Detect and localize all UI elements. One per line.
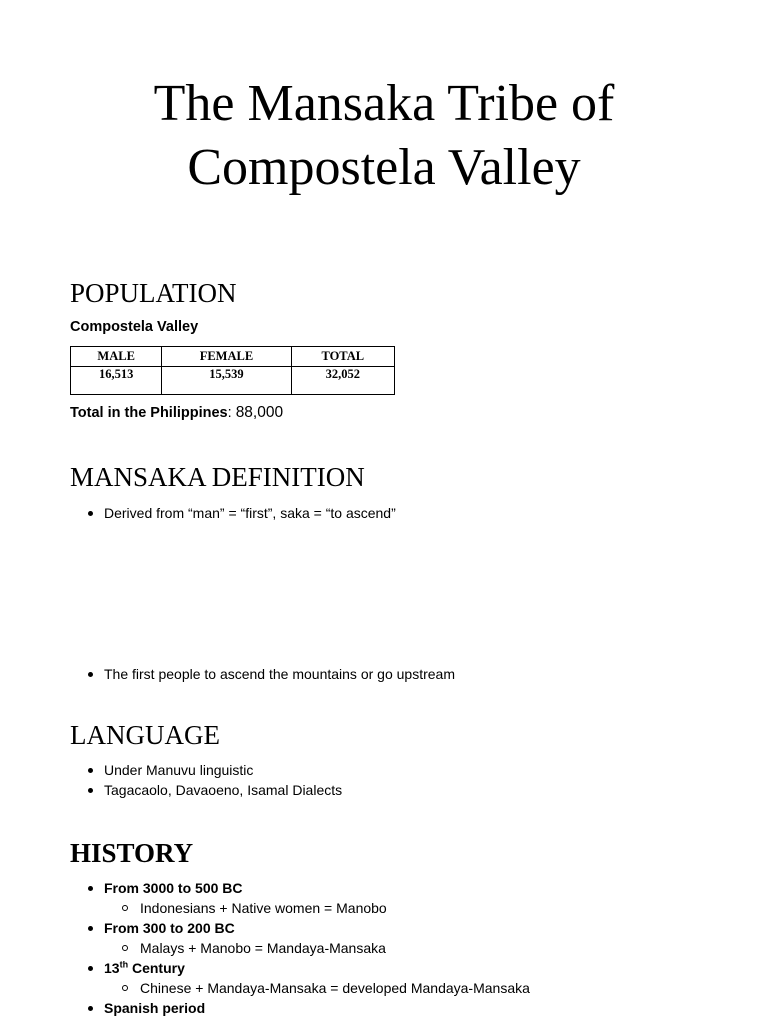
philippines-total-value: 88,000 [235,404,284,421]
list-item: The first people to ascend the mountains or go upstream [86,664,455,684]
century-number: 13 [104,960,120,976]
sub-list [104,898,530,918]
table-row [71,367,395,395]
definition-list-1 [86,503,396,523]
list-item: Indonesians + Native women = Manobo [104,898,530,918]
ordinal-suffix: th [119,959,129,970]
sub-list [104,938,530,958]
language-list [86,760,342,800]
history-list [86,878,530,1018]
population-region: Compostela Valley [70,319,199,335]
document-title [0,72,768,200]
population-heading: POPULATION [70,278,237,308]
history-period-label: From 3000 to 500 BC [104,880,243,896]
list-item: Chinese + Mandaya-Mansaka = developed Mandaya-Mansaka [104,978,530,998]
list-item [86,998,530,1018]
table-cell-male: 16,513 [71,367,162,395]
table-cell-total: 32,052 [291,367,394,395]
definition-heading: MANSAKA DEFINITION [70,462,365,492]
list-item: Derived from “man” = “first”, saka = “to ascend” [86,503,396,523]
table-header-row [71,347,395,367]
history-period-label [104,960,185,976]
history-period-label: From 300 to 200 BC [104,920,235,936]
language-heading: LANGUAGE [70,720,220,750]
history-heading: HISTORY [70,838,194,868]
population-table [70,346,395,395]
sub-list [104,978,530,998]
list-item: Tagacaolo, Davaoeno, Isamal Dialects [86,780,342,800]
list-item: Malays + Manobo = Mandaya-Mansaka [104,938,530,958]
list-item [86,958,530,998]
list-item [86,918,530,958]
philippines-total: Total in the Philippines: 88,000 [70,404,284,421]
table-header-total: TOTAL [291,347,394,367]
table-cell-female: 15,539 [162,367,291,395]
title-line-1: The Mansaka Tribe of [153,75,615,132]
philippines-total-label: Total in the Philippines [70,405,228,421]
list-item: Under Manuvu linguistic [86,760,342,780]
century-word: Century [128,960,185,976]
definition-list-2 [86,664,455,684]
title-line-2: Compostela Valley [187,139,581,196]
table-header-female: FEMALE [162,347,291,367]
history-period-label: Spanish period [104,1000,206,1016]
table-header-male: MALE [71,347,162,367]
list-item [86,878,530,918]
